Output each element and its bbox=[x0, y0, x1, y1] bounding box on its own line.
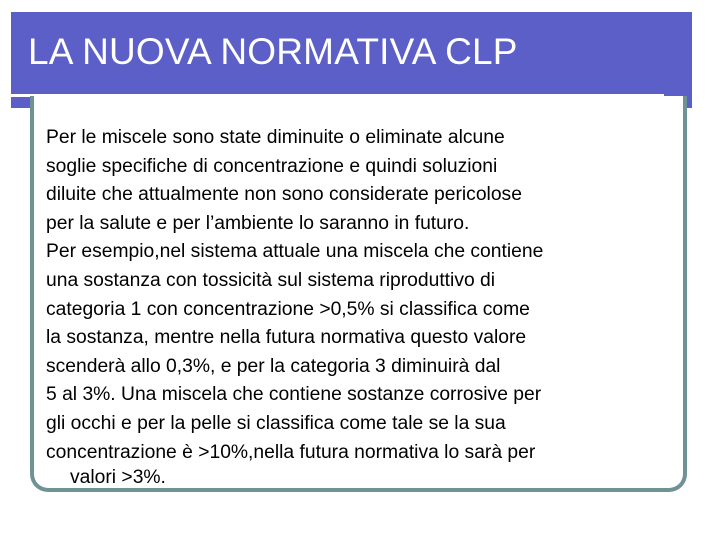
body-line: valori >3%. bbox=[70, 467, 166, 489]
body-line: gli occhi e per la pelle si classifica come tale se la sua bbox=[46, 412, 506, 434]
body-line: concentrazione è >10%,nella futura normativa lo sarà per bbox=[46, 441, 536, 463]
body-line: categoria 1 con concentrazione >0,5% si classifica come bbox=[46, 298, 530, 320]
body-line: 5 al 3%. Una miscela che contiene sostanze corrosive per bbox=[46, 384, 542, 406]
body-line: la sostanza, mentre nella futura normativa questo valore bbox=[46, 327, 527, 349]
body-line: diluite che attualmente non sono considerate pericolose bbox=[46, 184, 522, 206]
body-line: una sostanza con tossicità sul sistema riproduttivo di bbox=[46, 269, 496, 291]
body-line: scenderà allo 0,3%, e per la categoria 3 diminuirà dal bbox=[46, 355, 501, 377]
body-line: Per le miscele sono state diminuite o eliminate alcune bbox=[46, 127, 505, 148]
slide-title: LA NUOVA NORMATIVA CLP bbox=[28, 31, 518, 72]
body-line: per la salute e per l’ambiente lo saranno in futuro. bbox=[46, 212, 470, 234]
slide-body bbox=[46, 124, 686, 489]
body-line: Per esempio,nel sistema attuale una miscela che contiene bbox=[46, 241, 544, 263]
body-line: soglie specifiche di concentrazione e quindi soluzioni bbox=[46, 155, 498, 177]
